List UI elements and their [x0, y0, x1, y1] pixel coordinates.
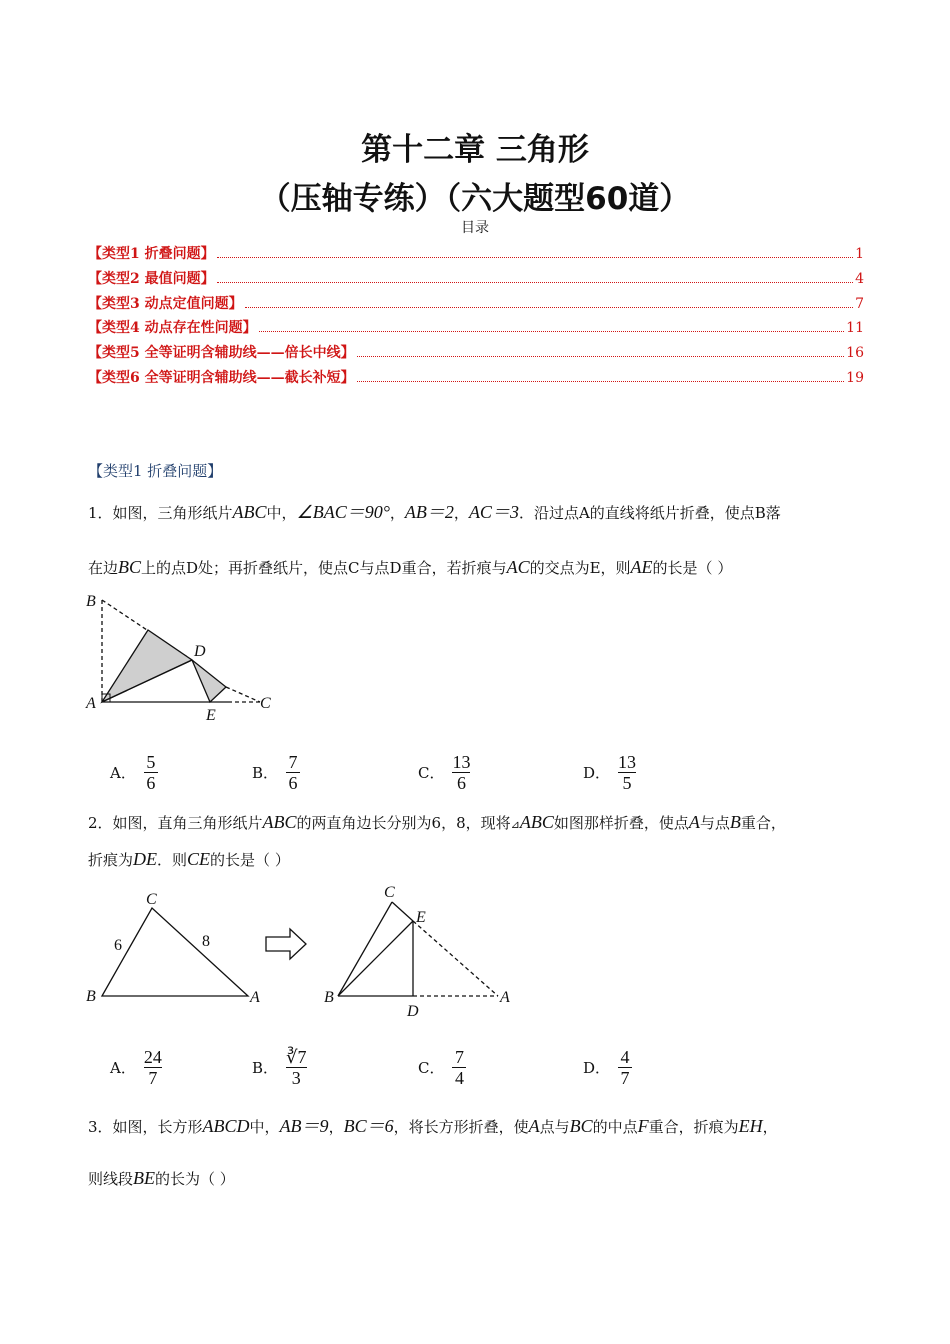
point-label-c: C — [260, 695, 271, 712]
toc-leader — [217, 281, 853, 283]
point-label-c: C — [384, 884, 395, 901]
point-label-b: B — [86, 593, 96, 610]
toc-item-type5[interactable] — [88, 342, 864, 362]
toc-item-type4[interactable] — [88, 317, 864, 337]
page-title: 第十二章 三角形 — [361, 132, 589, 168]
toc-page: 7 — [855, 296, 864, 312]
point-label-c: C — [146, 891, 157, 908]
option-a[interactable]: A． $\frac{5}{6}$ — [110, 752, 158, 793]
toc-page: 16 — [846, 345, 864, 361]
question-2-line-1: 2．如图，直角三角形纸片ABC的两直角边长分别为6，8，现将⊿ABC如图那样折叠，使点A与点B重合， — [88, 812, 786, 832]
point-label-d: D — [407, 1003, 419, 1020]
question-1-figure — [80, 590, 280, 725]
point-label-e: E — [206, 707, 216, 724]
toc-page: 1 — [855, 246, 864, 262]
toc-leader — [357, 355, 845, 357]
point-label-d: D — [194, 643, 206, 660]
toc-page: 4 — [855, 271, 864, 287]
toc-page: 11 — [846, 320, 864, 336]
toc-leader — [259, 330, 845, 332]
section-heading: 【类型1 折叠问题】 — [88, 462, 223, 480]
toc-leader — [245, 306, 853, 308]
point-label-b: B — [324, 989, 334, 1006]
option-d[interactable]: D． $\frac{4}{7}$ — [583, 1047, 632, 1088]
point-label-b: B — [86, 988, 96, 1005]
toc-item-type6[interactable] — [88, 367, 864, 387]
question-1-options — [110, 752, 810, 802]
side-label-6: 6 — [114, 937, 122, 954]
question-3-line-1: 3．如图，长方形ABCD中，AB＝9，BC＝6，将长方形折叠，使A点与BC的中点F重合，折痕为EH， — [88, 1116, 778, 1136]
point-label-a: A — [86, 695, 96, 712]
toc-item-type2[interactable] — [88, 268, 864, 288]
arrow-right-icon — [266, 929, 306, 959]
question-2-line-2: 折痕为DE．则CE的长是（ ） — [88, 849, 290, 869]
option-a[interactable]: A． $\frac{24}{7}$ — [110, 1047, 162, 1088]
point-label-a: A — [250, 989, 260, 1006]
option-c[interactable]: C． $\frac{7}{4}$ — [418, 1047, 466, 1088]
option-d[interactable]: D． $\frac{13}{5}$ — [583, 752, 637, 793]
side-label-8: 8 — [202, 933, 210, 950]
point-label-a: A — [500, 989, 510, 1006]
question-1-line-1: 1．如图，三角形纸片ABC中，∠BAC＝90°，AB＝2，AC＝3．沿过点A的直线将纸片折叠，使点B落 — [88, 502, 781, 522]
toc-page: 19 — [846, 370, 864, 386]
toc-leader — [217, 256, 853, 258]
toc-heading: 目录 — [461, 220, 489, 236]
page-subtitle: （压轴专练）（六大题型60道） — [259, 181, 691, 217]
point-label-e: E — [416, 909, 426, 926]
option-c[interactable]: C． $\frac{13}{6}$ — [418, 752, 471, 793]
question-2-options — [110, 1047, 810, 1097]
question-3-line-2: 则线段BE的长为（ ） — [88, 1168, 235, 1188]
toc-item-type3[interactable] — [88, 293, 864, 313]
toc-label: 【类型6 全等证明含辅助线——截长补短】 — [88, 370, 355, 386]
toc-label: 【类型3 动点定值问题】 — [88, 296, 243, 312]
toc-label: 【类型4 动点存在性问题】 — [88, 320, 257, 336]
toc-label: 【类型5 全等证明含辅助线——倍长中线】 — [88, 345, 355, 361]
toc-label: 【类型1 折叠问题】 — [88, 246, 215, 262]
toc-item-type1[interactable] — [88, 243, 864, 263]
option-b[interactable]: B． $\frac{∛7}{3}$ — [252, 1047, 307, 1088]
option-b[interactable]: B． $\frac{7}{6}$ — [252, 752, 300, 793]
question-2-figures — [80, 880, 540, 1020]
toc-leader — [357, 380, 845, 382]
question-1-line-2: 在边BC上的点D处；再折叠纸片，使点C与点D重合，若折痕与AC的交点为E，则AE的长是（ ） — [88, 557, 733, 577]
toc-label: 【类型2 最值问题】 — [88, 271, 215, 287]
